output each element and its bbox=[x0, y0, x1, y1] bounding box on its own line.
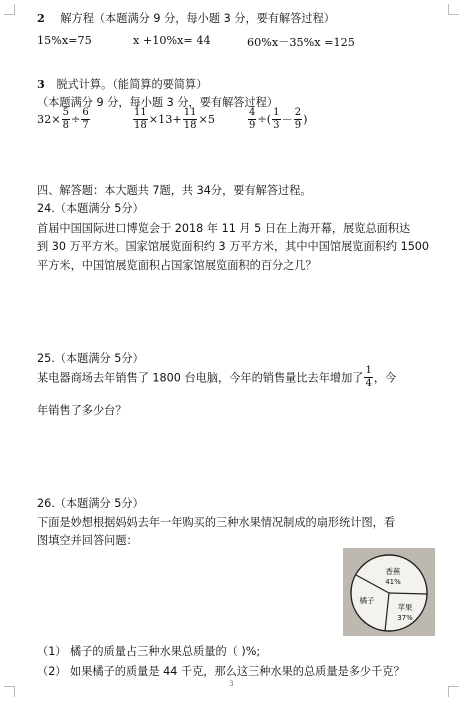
q24-line-3: 平方米，中国馆展览面积占国家馆展览面积的百分之几？ bbox=[37, 259, 317, 272]
fraction: $\frac{6}{7}$ bbox=[82, 107, 89, 131]
pie-label-apple: 苹果 bbox=[397, 603, 413, 612]
fraction: $\frac{5}{8}$ bbox=[62, 107, 69, 131]
pie-chart-image bbox=[343, 548, 435, 636]
q26-sub-1: （1） 橘子的质量占三种水果总质量的（ )%; bbox=[37, 645, 261, 658]
fraction: $\frac{4}{9}$ bbox=[249, 107, 256, 131]
q24-head: 24.（本题满分 5分） bbox=[37, 202, 144, 215]
section3-title: 脱式计算。（能简算的要简算） bbox=[56, 78, 208, 91]
section3-subtitle: （本题满分 9 分，每小题 3 分，要有解答过程） bbox=[37, 96, 279, 109]
pie-label-orange: 橘子 bbox=[359, 596, 375, 605]
q24-line-1: 首届中国国际进口博览会于 2018 年 11 月 5 日在上海开幕，展览总面积达 bbox=[37, 222, 411, 235]
section2-header bbox=[37, 10, 335, 26]
page-number: 3 bbox=[229, 680, 234, 688]
section2-number: 2 bbox=[37, 11, 45, 25]
pie-value-apple: 37% bbox=[397, 614, 413, 622]
calc-expression-3: $\frac{4}{9}$ ÷( $\frac{1}{3}$ － $\frac{2}{9}$ ) bbox=[249, 107, 308, 131]
equation-2: x +10%x= 44 bbox=[133, 34, 211, 47]
pie-value-banana: 41% bbox=[385, 578, 401, 586]
corner-mark-bottom-right bbox=[448, 686, 459, 697]
fraction: $\frac{2}{9}$ bbox=[294, 107, 302, 131]
equation-3: 60%x－35%x =125 bbox=[247, 36, 355, 49]
fraction: $\frac{1}{3}$ bbox=[273, 107, 280, 131]
q26-line-2: 图填空并回答问题： bbox=[37, 534, 138, 547]
equation-1: 15%x=75 bbox=[37, 34, 92, 47]
pie-chart bbox=[343, 548, 435, 636]
q25-line-2: 年销售了多少台？ bbox=[37, 404, 127, 417]
q25-head: 25.（本题满分 5分） bbox=[37, 352, 144, 365]
q26-line-1: 下面是妙想根据妈妈去年一年购买的三种水果情况制成的扇形统计图，看 bbox=[37, 516, 396, 529]
corner-mark-bottom-left bbox=[4, 686, 15, 697]
part4-heading: 四、解答题：本大题共 7题，共 34分，要有解答过程。 bbox=[37, 184, 312, 197]
q26-head: 26.（本题满分 5分） bbox=[37, 497, 144, 510]
q26-sub-2: （2） 如果橘子的质量是 44 千克，那么这三种水果的总质量是多少千克？ bbox=[37, 665, 405, 678]
fraction: $\frac{11}{18}$ bbox=[134, 107, 147, 131]
q24-line-2: 到 30 万平方米。国家馆展览面积约 3 万平方米，其中中国馆展览面积约 1500 bbox=[37, 240, 430, 253]
section2-title: 解方程（本题满分 9 分，每小题 3 分，要有解答过程） bbox=[60, 12, 335, 25]
section3-header bbox=[37, 76, 207, 92]
corner-mark-top-right bbox=[448, 4, 459, 15]
section3-number: 3 bbox=[37, 77, 45, 91]
q25-line-1: 某电器商场去年销售了 1800 台电脑，今年的销售量比去年增加了 $\frac{1}{4}$ ，今 bbox=[37, 365, 397, 389]
calc-expression-1: 32× $\frac{5}{8}$ ÷ $\frac{6}{7}$ bbox=[37, 107, 89, 131]
fraction: $\frac{1}{4}$ bbox=[365, 365, 372, 389]
fraction: $\frac{11}{18}$ bbox=[183, 107, 197, 131]
corner-mark-top-left bbox=[4, 4, 15, 15]
calc-expression-2: $\frac{11}{18}$ ×13+ $\frac{11}{18}$ ×5 bbox=[134, 107, 215, 131]
pie-label-banana: 香蕉 bbox=[385, 567, 401, 576]
